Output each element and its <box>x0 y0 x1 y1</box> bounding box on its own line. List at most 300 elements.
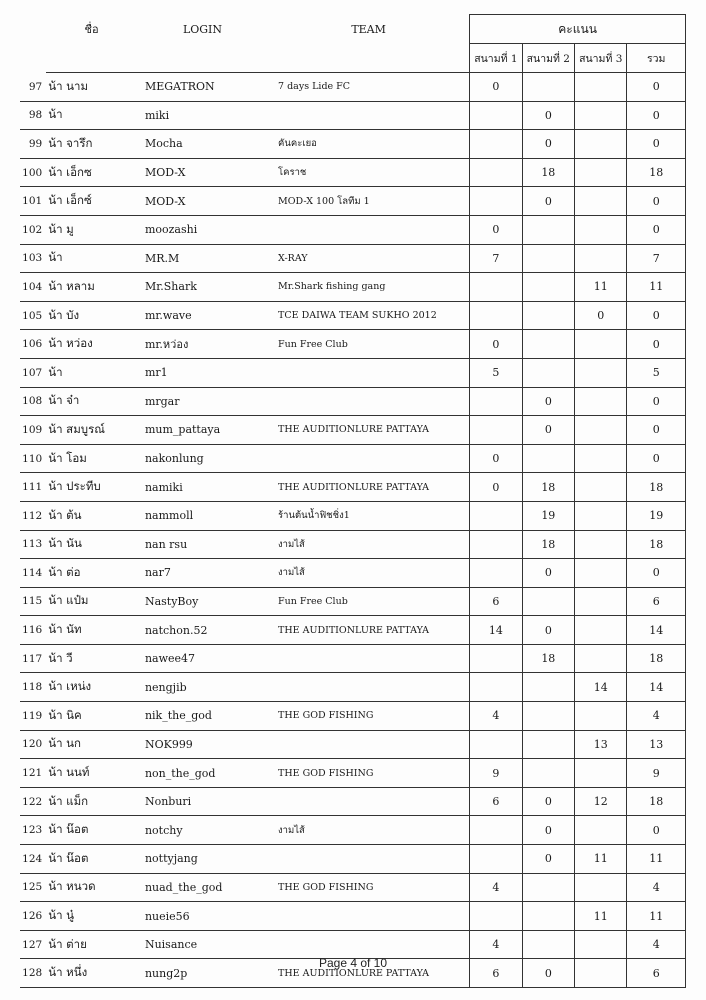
row-score-field-3: 13 <box>575 730 627 759</box>
row-score-field-3 <box>575 559 627 588</box>
row-number: 103 <box>20 244 46 273</box>
row-team: Fun Free Club <box>268 587 470 616</box>
row-score-field-2: 0 <box>522 845 574 874</box>
row-score-field-3 <box>575 330 627 359</box>
row-score-total: 13 <box>627 730 686 759</box>
row-score-field-2: 0 <box>522 416 574 445</box>
row-login: namiki <box>137 473 268 502</box>
row-team: X-RAY <box>268 244 470 273</box>
header-login: LOGIN <box>182 22 223 36</box>
row-number: 121 <box>20 759 46 788</box>
row-login: Nuisance <box>137 930 268 959</box>
row-score-field-1 <box>470 101 522 130</box>
table-row <box>20 73 686 102</box>
row-score-total: 6 <box>627 587 686 616</box>
row-team <box>268 215 470 244</box>
row-score-field-2 <box>522 759 574 788</box>
row-team <box>268 930 470 959</box>
table-row <box>20 759 686 788</box>
row-score-field-3 <box>575 759 627 788</box>
row-score-field-1 <box>470 387 522 416</box>
table-row <box>20 702 686 731</box>
row-score-total: 0 <box>627 559 686 588</box>
table-row <box>20 187 686 216</box>
table-row <box>20 358 686 387</box>
row-team <box>268 444 470 473</box>
row-score-field-3 <box>575 702 627 731</box>
row-score-total: 6 <box>627 959 686 988</box>
row-score-field-1: 4 <box>470 702 522 731</box>
row-number: 109 <box>20 416 46 445</box>
row-name: น้า ต่อ <box>46 559 137 588</box>
row-score-total: 11 <box>627 845 686 874</box>
row-score-field-2: 18 <box>522 473 574 502</box>
row-name: น้า วี <box>46 644 137 673</box>
row-score-field-2: 0 <box>522 101 574 130</box>
score-table <box>20 14 686 988</box>
row-name: น้า ประทีบ <box>46 473 137 502</box>
row-score-field-1 <box>470 187 522 216</box>
row-number: 119 <box>20 702 46 731</box>
row-score-field-1: 14 <box>470 616 522 645</box>
table-row <box>20 816 686 845</box>
row-score-field-2 <box>522 273 574 302</box>
row-number: 105 <box>20 301 46 330</box>
table-row <box>20 873 686 902</box>
row-login: mum_pattaya <box>137 416 268 445</box>
row-login: MR.M <box>137 244 268 273</box>
row-score-total: 0 <box>627 444 686 473</box>
row-number: 101 <box>20 187 46 216</box>
row-team <box>268 101 470 130</box>
row-team: โคราช <box>268 158 470 187</box>
row-name: น้า หว่อง <box>46 330 137 359</box>
header-blank-4 <box>137 44 268 73</box>
row-number: 120 <box>20 730 46 759</box>
table-row <box>20 444 686 473</box>
row-name: น้า จารึก <box>46 130 137 159</box>
row-score-total: 18 <box>627 644 686 673</box>
row-name: น้า หลาม <box>46 273 137 302</box>
row-number: 117 <box>20 644 46 673</box>
row-score-field-2: 0 <box>522 387 574 416</box>
row-score-field-2: 18 <box>522 530 574 559</box>
row-score-field-2: 0 <box>522 130 574 159</box>
row-login: nung2p <box>137 959 268 988</box>
row-name: น้า บัง <box>46 301 137 330</box>
row-name: น้า ต้น <box>46 501 137 530</box>
row-login: mr.หว่อง <box>137 330 268 359</box>
row-score-field-3 <box>575 101 627 130</box>
row-team: THE AUDITIONLURE PATTAYA <box>268 473 470 502</box>
header-field-2: สนามที่ 2 <box>522 44 574 73</box>
row-team <box>268 387 470 416</box>
row-team <box>268 902 470 931</box>
row-name: น้า <box>46 244 137 273</box>
row-score-total: 4 <box>627 702 686 731</box>
row-login: nan rsu <box>137 530 268 559</box>
row-score-field-1: 7 <box>470 244 522 273</box>
row-score-field-2: 18 <box>522 644 574 673</box>
row-score-field-3: 0 <box>575 301 627 330</box>
row-score-total: 0 <box>627 816 686 845</box>
row-score-total: 7 <box>627 244 686 273</box>
row-score-field-1 <box>470 559 522 588</box>
row-score-total: 14 <box>627 673 686 702</box>
row-score-field-1: 6 <box>470 959 522 988</box>
row-team: THE GOD FISHING <box>268 702 470 731</box>
row-team <box>268 358 470 387</box>
row-number: 102 <box>20 215 46 244</box>
page-number: Page 4 of 10 <box>318 956 388 970</box>
row-score-field-2: 0 <box>522 959 574 988</box>
row-score-field-3 <box>575 644 627 673</box>
row-score-total: 14 <box>627 616 686 645</box>
table-row <box>20 587 686 616</box>
row-name: น้า แม็ก <box>46 787 137 816</box>
table-row <box>20 473 686 502</box>
row-team <box>268 845 470 874</box>
row-score-field-2 <box>522 301 574 330</box>
row-score-field-3: 11 <box>575 902 627 931</box>
row-score-total: 4 <box>627 930 686 959</box>
row-score-field-2 <box>522 215 574 244</box>
table-row <box>20 673 686 702</box>
row-score-field-2 <box>522 358 574 387</box>
row-score-field-3 <box>575 587 627 616</box>
row-login: miki <box>137 101 268 130</box>
row-score-field-3 <box>575 816 627 845</box>
row-number: 108 <box>20 387 46 416</box>
row-name: น้า เอ็กซ์ <box>46 187 137 216</box>
row-score-total: 0 <box>627 73 686 102</box>
row-score-field-3 <box>575 473 627 502</box>
table-row <box>20 215 686 244</box>
table-row <box>20 158 686 187</box>
row-login: Mr.Shark <box>137 273 268 302</box>
row-team: THE AUDITIONLURE PATTAYA <box>268 616 470 645</box>
row-name: น้า นนท์ <box>46 759 137 788</box>
row-score-field-2 <box>522 702 574 731</box>
row-score-field-3 <box>575 130 627 159</box>
row-team: THE AUDITIONLURE PATTAYA <box>268 959 470 988</box>
row-score-field-1 <box>470 845 522 874</box>
row-score-field-3 <box>575 444 627 473</box>
row-score-field-3: 12 <box>575 787 627 816</box>
row-score-field-3 <box>575 501 627 530</box>
table-row <box>20 387 686 416</box>
row-name: น้า นก <box>46 730 137 759</box>
row-number: 127 <box>20 930 46 959</box>
row-login: NastyBoy <box>137 587 268 616</box>
row-number: 97 <box>20 73 46 102</box>
row-number: 122 <box>20 787 46 816</box>
row-score-field-2 <box>522 244 574 273</box>
table-row <box>20 644 686 673</box>
row-login: mrgar <box>137 387 268 416</box>
row-score-total: 11 <box>627 273 686 302</box>
row-team: 7 days Lide FC <box>268 73 470 102</box>
row-score-field-1 <box>470 158 522 187</box>
row-score-total: 0 <box>627 387 686 416</box>
row-score-field-3 <box>575 187 627 216</box>
row-score-field-1: 0 <box>470 215 522 244</box>
row-name: น้า หนึ่ง <box>46 959 137 988</box>
row-score-field-3: 11 <box>575 845 627 874</box>
row-score-field-2: 0 <box>522 616 574 645</box>
row-login: MOD-X <box>137 187 268 216</box>
row-score-field-1 <box>470 530 522 559</box>
row-score-field-2 <box>522 730 574 759</box>
row-number: 124 <box>20 845 46 874</box>
row-score-field-1: 4 <box>470 873 522 902</box>
row-login: moozashi <box>137 215 268 244</box>
row-score-field-1 <box>470 301 522 330</box>
row-score-total: 0 <box>627 330 686 359</box>
row-team: THE GOD FISHING <box>268 873 470 902</box>
row-name: น้า น๊อต <box>46 845 137 874</box>
row-name: น้า จ๋า <box>46 387 137 416</box>
row-team: คันคะเยอ <box>268 130 470 159</box>
row-score-field-3 <box>575 930 627 959</box>
table-row <box>20 130 686 159</box>
row-score-total: 0 <box>627 101 686 130</box>
header-total: รวม <box>627 44 686 73</box>
row-name: น้า <box>46 358 137 387</box>
row-name: น้า โอม <box>46 444 137 473</box>
row-score-field-1: 0 <box>470 444 522 473</box>
table-row <box>20 616 686 645</box>
row-score-total: 18 <box>627 158 686 187</box>
header-field-3: สนามที่ 3 <box>575 44 627 73</box>
row-score-field-2 <box>522 587 574 616</box>
row-score-total: 5 <box>627 358 686 387</box>
table-row <box>20 330 686 359</box>
row-score-total: 9 <box>627 759 686 788</box>
row-score-field-1 <box>470 673 522 702</box>
row-name: น้า นาม <box>46 73 137 102</box>
row-score-field-2 <box>522 930 574 959</box>
row-name: น้า หนวด <box>46 873 137 902</box>
row-score-field-1: 6 <box>470 787 522 816</box>
row-score-field-3 <box>575 158 627 187</box>
row-number: 112 <box>20 501 46 530</box>
row-score-field-2: 19 <box>522 501 574 530</box>
header-score: คะแนน <box>470 15 686 44</box>
header-blank-5 <box>268 44 470 73</box>
row-name: น้า นัท <box>46 616 137 645</box>
row-name: น้า นัน <box>46 530 137 559</box>
row-score-field-3 <box>575 530 627 559</box>
row-score-field-2 <box>522 73 574 102</box>
row-score-field-1: 6 <box>470 587 522 616</box>
row-number: 110 <box>20 444 46 473</box>
row-score-field-1: 0 <box>470 73 522 102</box>
row-score-field-2: 0 <box>522 816 574 845</box>
row-score-field-2: 0 <box>522 787 574 816</box>
row-number: 115 <box>20 587 46 616</box>
row-score-field-3 <box>575 358 627 387</box>
row-team: งามไส้ <box>268 530 470 559</box>
row-score-field-3: 14 <box>575 673 627 702</box>
row-score-total: 11 <box>627 902 686 931</box>
row-score-field-1 <box>470 644 522 673</box>
row-team <box>268 730 470 759</box>
row-score-total: 0 <box>627 416 686 445</box>
row-score-total: 19 <box>627 501 686 530</box>
row-name: น้า เหน่ง <box>46 673 137 702</box>
row-score-field-1: 0 <box>470 473 522 502</box>
row-score-field-3 <box>575 387 627 416</box>
row-number: 113 <box>20 530 46 559</box>
row-team <box>268 787 470 816</box>
row-number: 116 <box>20 616 46 645</box>
row-number: 98 <box>20 101 46 130</box>
row-score-total: 0 <box>627 130 686 159</box>
row-number: 125 <box>20 873 46 902</box>
row-number: 123 <box>20 816 46 845</box>
row-score-field-2 <box>522 902 574 931</box>
header-field-1: สนามที่ 1 <box>470 44 522 73</box>
row-login: nueie56 <box>137 902 268 931</box>
row-team: งามไส้ <box>268 816 470 845</box>
row-score-field-2 <box>522 444 574 473</box>
row-score-field-3 <box>575 873 627 902</box>
row-score-field-2 <box>522 673 574 702</box>
table-row <box>20 273 686 302</box>
row-score-field-3 <box>575 416 627 445</box>
row-number: 104 <box>20 273 46 302</box>
row-score-field-3 <box>575 73 627 102</box>
row-team: งามไส้ <box>268 559 470 588</box>
row-team <box>268 644 470 673</box>
row-number: 114 <box>20 559 46 588</box>
row-name: น้า เอ็กซ <box>46 158 137 187</box>
row-login: non_the_god <box>137 759 268 788</box>
row-score-field-3 <box>575 616 627 645</box>
row-name: น้า น๊อต <box>46 816 137 845</box>
table-row <box>20 530 686 559</box>
row-score-field-2 <box>522 330 574 359</box>
row-score-field-1 <box>470 501 522 530</box>
row-score-field-2: 0 <box>522 187 574 216</box>
row-number: 99 <box>20 130 46 159</box>
row-score-field-2: 0 <box>522 559 574 588</box>
table-row <box>20 559 686 588</box>
table-row <box>20 787 686 816</box>
row-score-field-1 <box>470 902 522 931</box>
row-team: TCE DAIWA TEAM SUKHO 2012 <box>268 301 470 330</box>
row-team: THE GOD FISHING <box>268 759 470 788</box>
row-name: น้า <box>46 101 137 130</box>
row-login: nengjib <box>137 673 268 702</box>
table-row <box>20 416 686 445</box>
row-login: MOD-X <box>137 158 268 187</box>
row-number: 118 <box>20 673 46 702</box>
row-number: 106 <box>20 330 46 359</box>
row-login: MEGATRON <box>137 73 268 102</box>
row-score-field-2 <box>522 873 574 902</box>
table-row <box>20 930 686 959</box>
table-row <box>20 244 686 273</box>
row-score-total: 18 <box>627 787 686 816</box>
table-row <box>20 845 686 874</box>
table-body <box>20 73 686 988</box>
table-row <box>20 101 686 130</box>
row-team: MOD-X 100 โลทีม 1 <box>268 187 470 216</box>
row-team: THE AUDITIONLURE PATTAYA <box>268 416 470 445</box>
row-score-field-2: 18 <box>522 158 574 187</box>
row-login: mr.wave <box>137 301 268 330</box>
row-login: NOK999 <box>137 730 268 759</box>
row-score-field-1: 0 <box>470 330 522 359</box>
row-score-field-3 <box>575 244 627 273</box>
row-name: น้า นู๋ <box>46 902 137 931</box>
row-score-total: 0 <box>627 301 686 330</box>
row-login: nammoll <box>137 501 268 530</box>
header-blank-2 <box>20 44 46 73</box>
row-number: 111 <box>20 473 46 502</box>
row-number: 100 <box>20 158 46 187</box>
row-login: Mocha <box>137 130 268 159</box>
row-score-field-1 <box>470 130 522 159</box>
row-score-field-1 <box>470 816 522 845</box>
row-login: nawee47 <box>137 644 268 673</box>
table-row <box>20 730 686 759</box>
row-login: nakonlung <box>137 444 268 473</box>
row-number: 126 <box>20 902 46 931</box>
table-row <box>20 301 686 330</box>
row-login: nik_the_god <box>137 702 268 731</box>
row-login: mr1 <box>137 358 268 387</box>
row-name: น้า นิค <box>46 702 137 731</box>
row-score-field-1 <box>470 273 522 302</box>
row-number: 128 <box>20 959 46 988</box>
row-login: nuad_the_god <box>137 873 268 902</box>
table-row <box>20 902 686 931</box>
row-team: ร้านต้นน้ำฟิชชิ่ง1 <box>268 501 470 530</box>
header-name: ชื่อ <box>84 23 99 36</box>
header-team: TEAM <box>351 22 386 36</box>
row-score-field-1 <box>470 416 522 445</box>
header-blank-3 <box>46 44 137 73</box>
row-name: น้า ต่าย <box>46 930 137 959</box>
header-blank <box>20 15 46 44</box>
row-score-field-1: 5 <box>470 358 522 387</box>
table-row <box>20 501 686 530</box>
row-name: น้า มู <box>46 215 137 244</box>
row-score-total: 18 <box>627 473 686 502</box>
row-score-field-3 <box>575 215 627 244</box>
row-team: Fun Free Club <box>268 330 470 359</box>
row-score-total: 18 <box>627 530 686 559</box>
row-score-field-3: 11 <box>575 273 627 302</box>
row-team <box>268 673 470 702</box>
row-login: natchon.52 <box>137 616 268 645</box>
row-score-field-1 <box>470 730 522 759</box>
row-login: Nonburi <box>137 787 268 816</box>
row-number: 107 <box>20 358 46 387</box>
row-score-total: 0 <box>627 187 686 216</box>
row-score-total: 0 <box>627 215 686 244</box>
row-score-total: 4 <box>627 873 686 902</box>
row-team: Mr.Shark fishing gang <box>268 273 470 302</box>
row-login: notchy <box>137 816 268 845</box>
row-name: น้า แป๋ม <box>46 587 137 616</box>
row-score-field-1: 4 <box>470 930 522 959</box>
row-name: น้า สมบูรณ์ <box>46 416 137 445</box>
row-score-field-1: 9 <box>470 759 522 788</box>
